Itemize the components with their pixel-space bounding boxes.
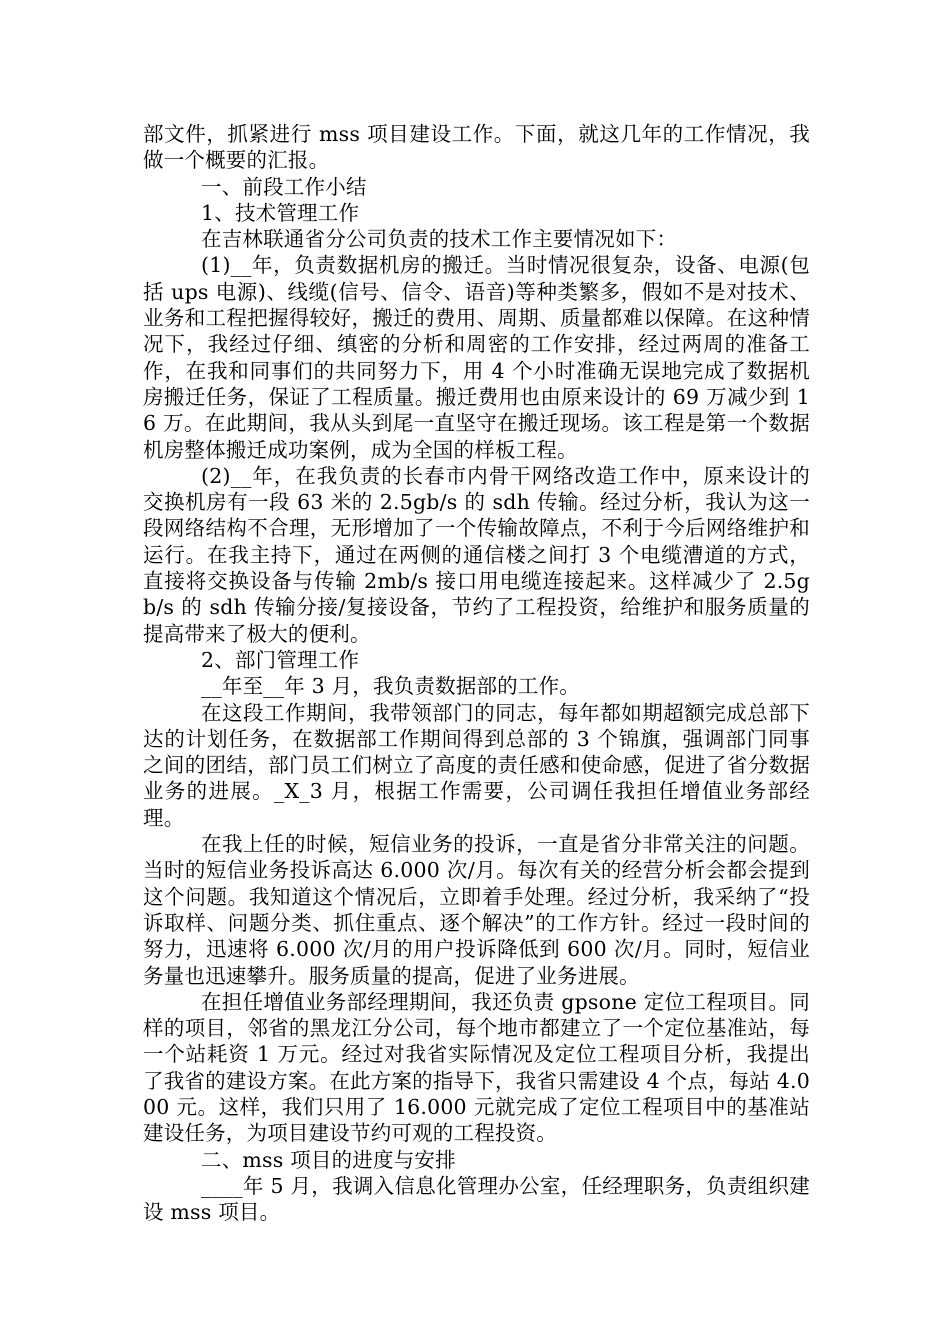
paragraph-intro: 部文件，抓紧进行 mss 项目建设工作。下面，就这几年的工作情况，我做一个概要的汇报。 [143, 122, 810, 173]
subsection-heading-dept: 2、部门管理工作 [201, 647, 360, 672]
paragraph-tech-item-1: (1)__年，负责数据机房的搬迁。当时情况很复杂，设备、电源(包括 ups 电源)、线缆(信号、信令、语音)等种类繁多，假如不是对技术、业务和工程把握得较好，搬迁的费用、周期、质量都难以保障。在这种情况下，我经过仔细、缜密的分析和周密的工作安排，经过两周的准备工作，在我和同事们的共同努力下，用 4 个小时准确无误地完成了数据机房搬迁任务，保证了工程质量。搬迁费用也由原来设计的 69 万减少到 16 万。在此期间，我从头到尾一直坚守在搬迁现场。该工程是第一个数据机房整体搬迁成功案例，成为全国的样板工程。 [143, 253, 810, 462]
subsection-heading-tech: 1、技术管理工作 [201, 200, 360, 225]
paragraph-tech-intro: 在吉林联通省分公司负责的技术工作主要情况如下： [201, 227, 678, 252]
paragraph-gpsone: 在担任增值业务部经理期间，我还负责 gpsone 定位工程项目。同样的项目，邻省的黑龙江分公司，每个地市都建立了一个定位基准站，每一个站耗资 1 万元。经过对我省实际情况及定位工程项目分析，我提出了我省的建设方案。在此方案的指导下，我省只需建设 4 个点，每站 4.000 元。这样，我们只用了 16.000 元就完成了定位工程项目中的基准站建设任务，为项目建设节约可观的工程投资。 [143, 989, 810, 1146]
document-page [143, 121, 810, 1225]
paragraph-dept-work: 在这段工作期间，我带领部门的同志，每年都如期超额完成总部下达的计划任务，在数据部工作期间得到总部的 3 个锦旗，强调部门同事之间的团结，部门员工们树立了高度的责任感和使命感，促进了省分数据业务的进展。_X_3 月，根据工作需要，公司调任我担任增值业务部经理。 [143, 700, 810, 830]
section-heading-1: 一、前段工作小结 [201, 174, 367, 199]
paragraph-dept-period: __年至__年 3 月，我负责数据部的工作。 [201, 674, 580, 699]
paragraph-mss: ____年 5 月，我调入信息化管理办公室，任经理职务，负责组织建设 mss 项目。 [143, 1173, 810, 1225]
paragraph-sms-complaints: 在我上任的时候，短信业务的投诉，一直是省分非常关注的问题。当时的短信业务投诉高达 6.000 次/月。每次有关的经营分析会都会提到这个问题。我知道这个情况后，立即着手处理。经过分析，我采纳了“投诉取样、问题分类、抓住重点、逐个解决”的工作方针。经过一段时间的努力，迅速将 6.000 次/月的用户投诉降低到 600 次/月。同时，短信业务量也迅速攀升。服务质量的提高，促进了业务进展。 [143, 832, 810, 988]
paragraph-tech-item-2: (2)__年，在我负责的长春市内骨干网络改造工作中，原来设计的交换机房有一段 63 米的 2.5gb/s 的 sdh 传输。经过分析，我认为这一段网络结构不合理，无形增加了一个传输故障点，不利于今后网络维护和运行。在我主持下，通过在两侧的通信楼之间打 3 个电缆漕道的方式，直接将交换设备与传输 2mb/s 接口用电缆连接起来。这样减少了 2.5gb/s 的 sdh 传输分接/复接设备，节约了工程投资，给维护和服务质量的提高带来了极大的便利。 [143, 463, 810, 646]
section-heading-2: 二、mss 项目的进度与安排 [201, 1147, 456, 1172]
